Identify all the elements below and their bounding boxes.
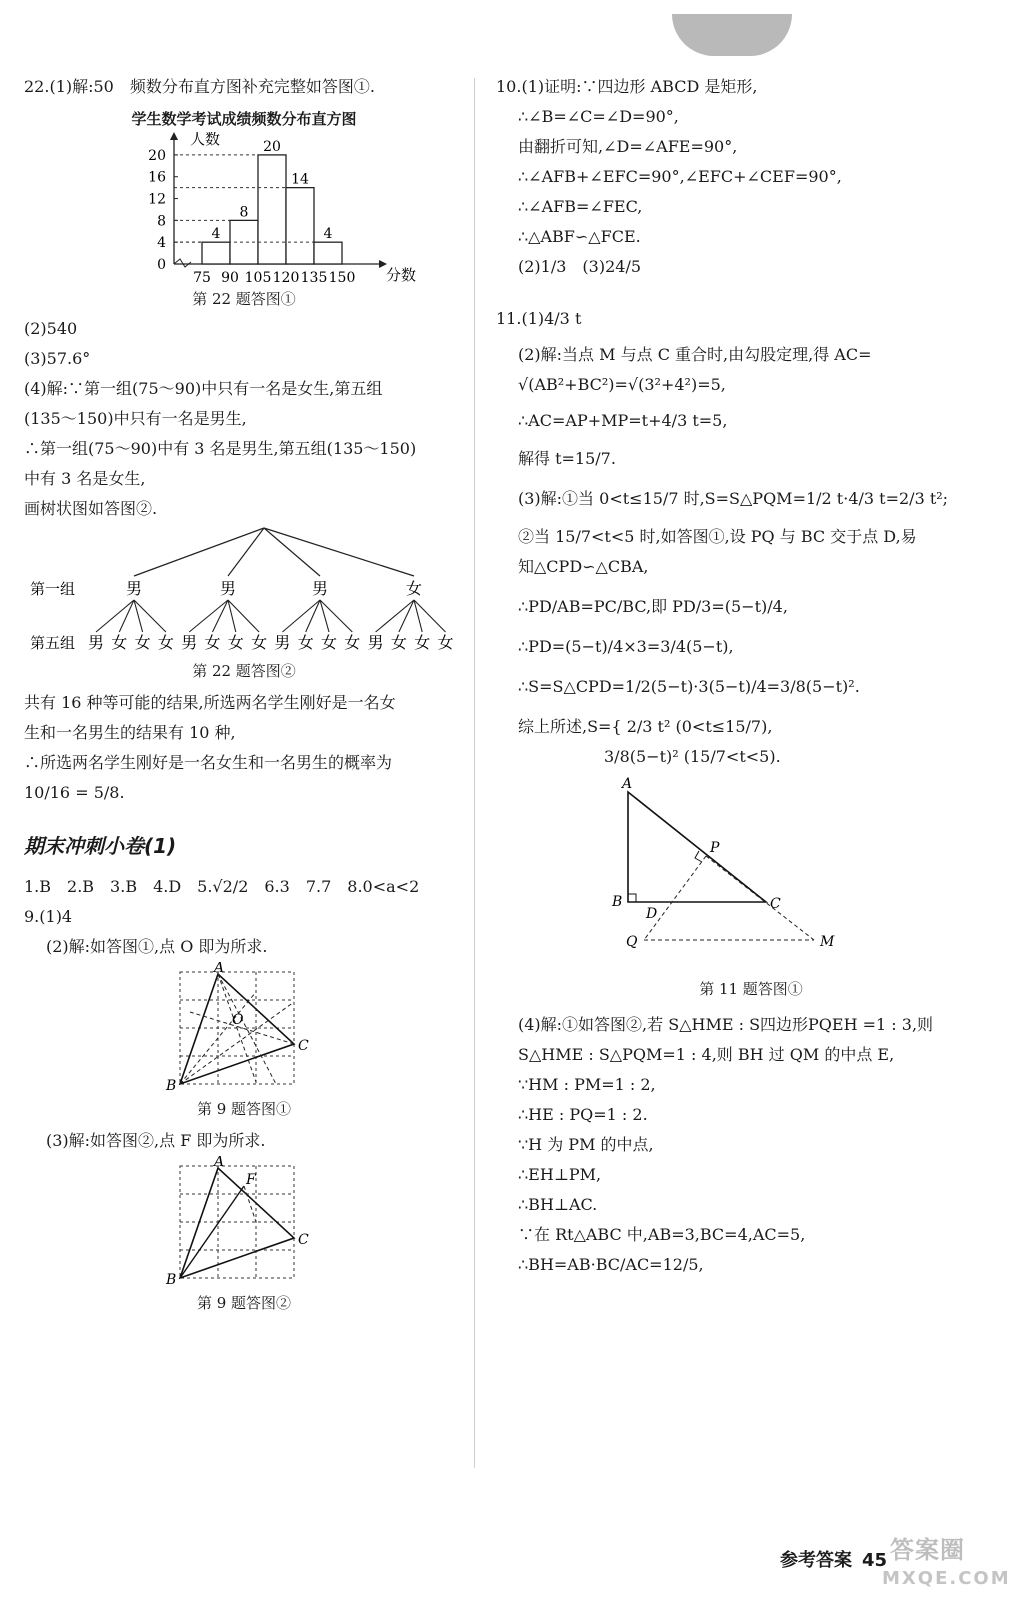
y-axis-arrow xyxy=(170,132,178,140)
q22-part4-line4: 中有 3 名是女生, xyxy=(24,469,146,488)
q11-line10: ∴PD=(5−t)/4×3=3/4(5−t), xyxy=(518,637,734,656)
q11-line4: ∴AC=AP+MP=t+4/3 t=5, xyxy=(518,411,728,430)
tree-node-fifth: 女 xyxy=(297,633,314,652)
q10-line1: 10.(1)证明:∵四边形 ABCD 是矩形, xyxy=(496,77,758,96)
q22-conclusion-line3: ∴所选两名学生刚好是一名女生和一名男生的概率为 xyxy=(24,753,393,772)
watermark-logo: 答案圈 xyxy=(890,1536,965,1564)
x-tick-label: 135 xyxy=(300,270,328,282)
q11-part4-line9: ∴BH=AB·BC/AC=12/5, xyxy=(518,1255,704,1274)
q11-part4-line7: ∴BH⊥AC. xyxy=(518,1195,598,1214)
point-b-label: B xyxy=(166,1272,177,1286)
q10-line2: ∴∠B=∠C=∠D=90°, xyxy=(518,107,679,126)
q22-part1: 22.(1)解:50 频数分布直方图补充完整如答图①. xyxy=(24,77,375,96)
tree-node-first: 女 xyxy=(405,579,423,598)
x-tick-label: 105 xyxy=(244,270,272,282)
q22-part3: (3)57.6° xyxy=(24,349,91,368)
q22-conclusion-line2: 生和一名男生的结果有 10 种, xyxy=(24,723,236,742)
q10-line3: 由翻折可知,∠D=∠AFE=90°, xyxy=(518,137,738,156)
y-tick-label: 20 xyxy=(148,147,166,164)
tree-node-fifth: 男 xyxy=(274,633,291,652)
caption-q9-fig1: 第 9 题答图① xyxy=(196,1100,292,1118)
tree-branch xyxy=(228,600,259,632)
point-a-label: A xyxy=(214,1156,225,1170)
histogram-chart xyxy=(24,132,464,282)
tree-node-fifth: 女 xyxy=(157,633,174,652)
q11-part4-line2: S△HME : S△PQM=1 : 4,则 BH 过 QM 的中点 E, xyxy=(518,1045,895,1064)
tree-node-fifth: 男 xyxy=(181,633,198,652)
histogram-bar xyxy=(258,155,286,264)
tree-diagram xyxy=(24,524,464,654)
tree-branch xyxy=(264,528,320,576)
q22-conclusion-line1: 共有 16 种等可能的结果,所选两名学生刚好是一名女 xyxy=(24,693,396,712)
q11-part4-line6: ∴EH⊥PM, xyxy=(518,1165,602,1184)
caption-q22-fig1: 第 22 题答图① xyxy=(192,290,296,308)
q11-line3: √(AB²+BC²)=√(3²+4²)=5, xyxy=(518,375,726,394)
bar-data-label: 4 xyxy=(323,226,333,243)
caption-q11-fig1: 第 11 题答图① xyxy=(699,980,803,998)
triangle-abc xyxy=(628,792,766,902)
tree-branch xyxy=(264,528,414,576)
q11-part4-line1: (4)解:①如答图②,若 S△HME : S四边形PQEH =1 : 3,则 xyxy=(518,1015,934,1034)
page-number: 45 xyxy=(862,1550,888,1571)
chart-title: 学生数学考试成绩频数分布直方图 xyxy=(131,110,357,128)
tree-node-fifth: 女 xyxy=(390,633,407,652)
triangle-abc xyxy=(180,1168,294,1278)
tree-branch xyxy=(399,600,414,632)
y-tick-label: 8 xyxy=(157,213,166,230)
top-decoration xyxy=(672,14,792,56)
tree-branch xyxy=(376,600,414,632)
y-tick-label: 16 xyxy=(148,169,166,186)
segment-bf xyxy=(180,1186,244,1278)
right-column xyxy=(496,72,1006,1280)
q22-part4-line3: ∴第一组(75～90)中有 3 名是男生,第五组(135～150) xyxy=(24,439,417,458)
q11-part4-line5: ∵H 为 PM 的中点, xyxy=(518,1135,654,1154)
bar-data-label: 14 xyxy=(291,171,309,188)
tree-node-fifth: 女 xyxy=(344,633,361,652)
tree-node-fifth: 女 xyxy=(227,633,244,652)
q22-part4-line1: (4)解:∵第一组(75～90)中只有一名是女生,第五组 xyxy=(24,379,383,398)
right-angle-p xyxy=(695,851,702,862)
histogram-bar xyxy=(202,242,230,264)
q22-part2: (2)540 xyxy=(24,319,78,338)
x-tick-label: 75 xyxy=(193,270,211,282)
tree-branch xyxy=(213,600,229,632)
bar-data-label: 4 xyxy=(211,226,221,243)
point-d-label: D xyxy=(646,906,658,922)
histogram-bar xyxy=(286,188,314,264)
q9-part3: (3)解:如答图②,点 F 即为所求. xyxy=(46,1131,266,1150)
q11-line7: ②当 15/7<t<5 时,如答图①,设 PQ 与 BC 交于点 D,易 xyxy=(518,527,917,546)
point-o-label: O xyxy=(232,1012,244,1028)
multiple-choice-answers: 1.B 2.B 3.B 4.D 5.√2/2 6.3 7.7 8.0<a<2 xyxy=(24,877,420,896)
page-footer xyxy=(780,1546,897,1572)
point-m-label: M xyxy=(820,934,835,950)
q10-line7: (2)1/3 (3)24/5 xyxy=(518,257,642,276)
triangle-figure-q11 xyxy=(496,772,1006,972)
footer-label: 参考答案 xyxy=(780,1550,852,1571)
point-c-label: C xyxy=(298,1038,309,1054)
q11-line13: 3/8(5−t)² (15/7<t<5). xyxy=(604,747,781,766)
q22-part4-line5: 画树状图如答图②. xyxy=(24,499,158,518)
point-a-label: A xyxy=(622,776,633,792)
tree-branch xyxy=(306,600,320,632)
caption-q9-fig2: 第 9 题答图② xyxy=(196,1294,292,1312)
tree-branch xyxy=(189,600,228,632)
tree-row2-label: 第五组 xyxy=(30,634,76,652)
q11-line6: (3)解:①当 0<t≤15/7 时,S=S△PQM=1/2 t·4/3 t=2/3 t²; xyxy=(518,489,949,508)
q11-part4-line3: ∵HM : PM=1 : 2, xyxy=(518,1075,656,1094)
q11-line9: ∴PD/AB=PC/BC,即 PD/3=(5−t)/4, xyxy=(518,597,788,616)
q11-line5: 解得 t=15/7. xyxy=(518,449,616,468)
tree-node-fifth: 男 xyxy=(367,633,384,652)
point-c-label: C xyxy=(770,896,781,912)
grid-figure-q9-2 xyxy=(24,1156,464,1286)
q11-part4-line4: ∴HE : PQ=1 : 2. xyxy=(518,1105,648,1124)
x-tick-label: 90 xyxy=(221,270,239,282)
q10-line6: ∴△ABF∽△FCE. xyxy=(518,227,641,246)
q9-part2: (2)解:如答图①,点 O 即为所求. xyxy=(46,937,268,956)
point-p-label: P xyxy=(710,840,720,856)
point-a-label: A xyxy=(214,962,225,976)
q10-line5: ∴∠AFB=∠FEC, xyxy=(518,197,643,216)
q11-line11: ∴S=S△CPD=1/2(5−t)·3(5−t)/4=3/8(5−t)². xyxy=(518,677,860,696)
tree-branch xyxy=(119,600,134,632)
y-axis-label: 人数 xyxy=(190,132,221,148)
tree-node-fifth: 女 xyxy=(251,633,268,652)
q11-line12: 综上所述,S={ 2/3 t² (0<t≤15/7), xyxy=(518,717,773,736)
q11-part4-line8: ∵在 Rt△ABC 中,AB=3,BC=4,AC=5, xyxy=(518,1225,806,1244)
q11-line2: (2)解:当点 M 与点 C 重合时,由勾股定理,得 AC= xyxy=(518,345,872,364)
y-tick-label: 4 xyxy=(157,235,166,252)
tree-node-first: 男 xyxy=(219,579,237,598)
q22-conclusion-line4: 10/16 = 5/8. xyxy=(24,783,125,802)
tree-node-fifth: 男 xyxy=(87,633,105,652)
construction-line xyxy=(244,1186,256,1222)
tree-node-fifth: 女 xyxy=(437,633,454,652)
tree-branch xyxy=(134,528,264,576)
x-tick-label: 120 xyxy=(272,270,300,282)
bar-data-label: 20 xyxy=(263,138,281,155)
x-tick-label: 150 xyxy=(328,270,356,282)
point-b-label: B xyxy=(166,1078,177,1092)
q11-line1: 11.(1)4/3 t xyxy=(496,309,582,328)
point-q-label: Q xyxy=(626,934,638,950)
q9-part1: 9.(1)4 xyxy=(24,907,73,926)
grid-figure-q9-1 xyxy=(24,962,464,1092)
watermark-url: MXQE.COM xyxy=(882,1568,1011,1589)
tree-node-fifth: 女 xyxy=(134,633,151,652)
tree-branch xyxy=(282,600,320,632)
tree-branch xyxy=(414,600,446,632)
tree-node-fifth: 女 xyxy=(204,633,221,652)
left-column xyxy=(24,72,464,1316)
tree-node-first: 男 xyxy=(311,579,329,598)
tree-node-fifth: 女 xyxy=(320,633,338,652)
segment-pq xyxy=(644,856,706,940)
tree-row1-label: 第一组 xyxy=(30,580,76,598)
tree-node-fifth: 女 xyxy=(111,633,128,652)
y-tick-label: 12 xyxy=(148,191,166,208)
x-axis-label: 分数 xyxy=(386,266,417,282)
tree-node-first: 男 xyxy=(125,579,143,598)
q11-line8: 知△CPD∽△CBA, xyxy=(518,557,649,576)
q22-part4-line2: (135～150)中只有一名是男生, xyxy=(24,409,247,428)
histogram-bar xyxy=(314,242,342,264)
tree-branch xyxy=(96,600,134,632)
caption-q22-fig2: 第 22 题答图② xyxy=(192,662,296,680)
y-tick-label: 0 xyxy=(157,257,166,273)
section-title: 期末冲刺小卷(1) xyxy=(24,834,177,858)
axis-break xyxy=(174,259,191,267)
point-f-label: F xyxy=(246,1172,256,1188)
q10-line4: ∴∠AFB+∠EFC=90°,∠EFC+∠CEF=90°, xyxy=(518,167,842,186)
point-b-label: B xyxy=(612,894,623,910)
point-c-label: C xyxy=(298,1232,309,1248)
right-angle-b xyxy=(628,894,636,902)
bar-data-label: 8 xyxy=(239,204,249,221)
column-divider xyxy=(474,78,475,1468)
tree-node-fifth: 女 xyxy=(414,633,431,652)
